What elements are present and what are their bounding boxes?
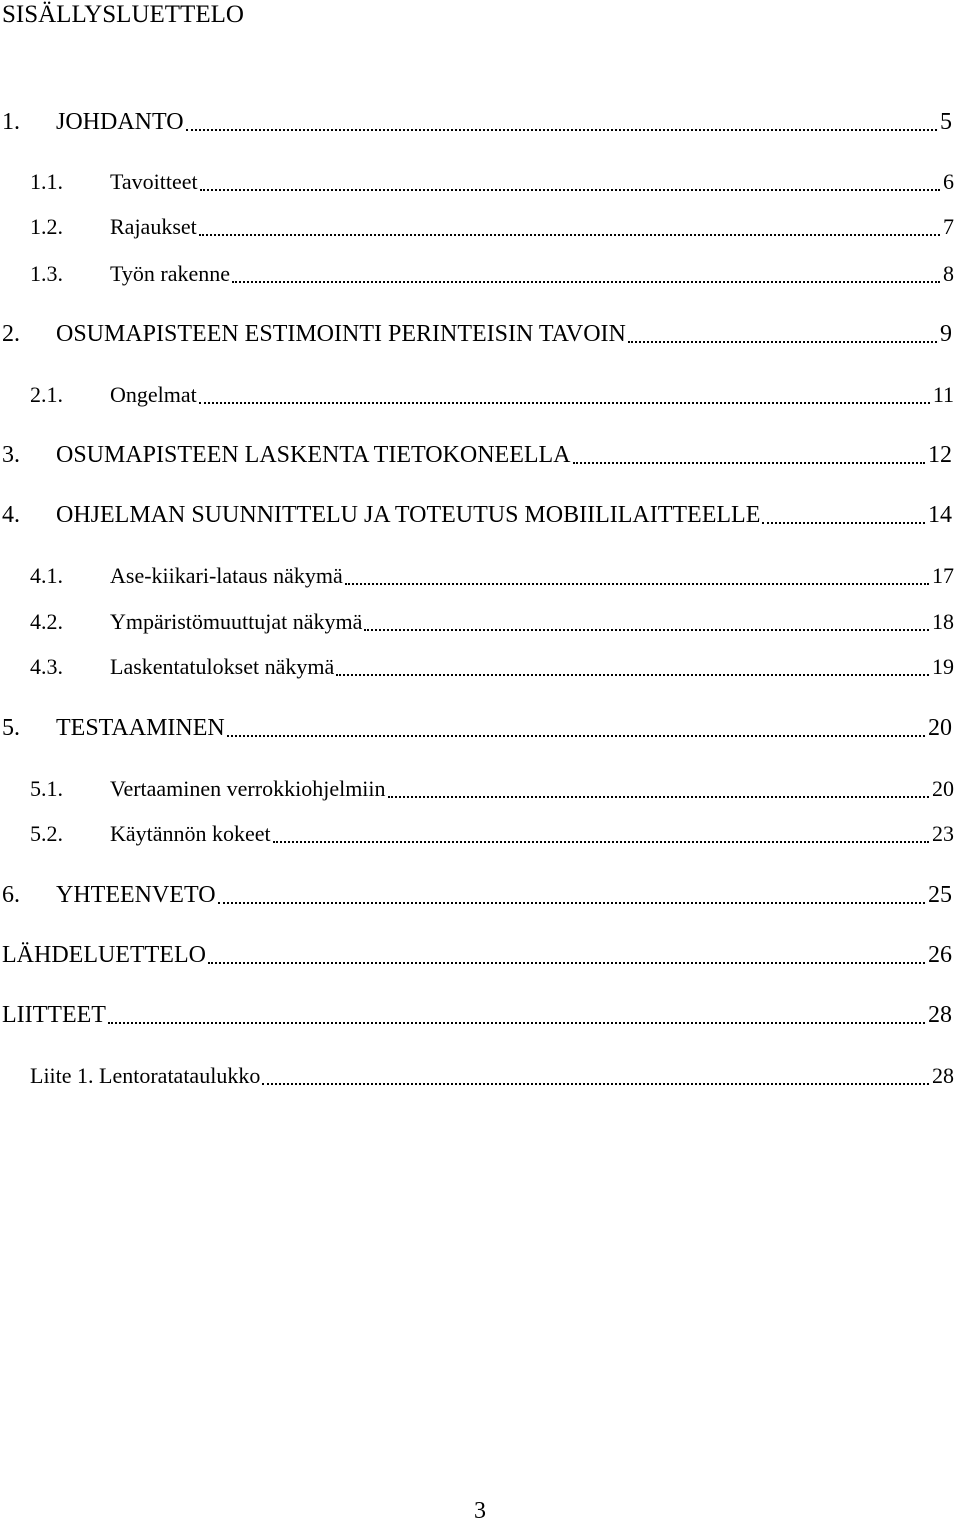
section-title: OSUMAPISTEEN LASKENTA TIETOKONEELLA (56, 442, 571, 468)
dot-leader (227, 735, 925, 737)
dot-leader (199, 402, 930, 404)
section-page: 11 (932, 382, 954, 407)
section-title: LIITTEET (2, 1002, 106, 1028)
section-page: 5 (940, 109, 952, 135)
section-number: 5.2. (30, 821, 63, 846)
section-number: 2.1. (30, 382, 63, 407)
section-title: JOHDANTO (56, 109, 184, 135)
dot-leader (108, 1022, 925, 1024)
toc-entry-yhteenveto[interactable] (2, 879, 952, 911)
page-number: 3 (474, 1498, 486, 1524)
section-page: 8 (943, 261, 954, 286)
dot-leader (199, 234, 940, 236)
toc-entry-lahdeluettelo[interactable] (2, 939, 952, 971)
toc-entry-ongelmat[interactable] (30, 379, 954, 411)
section-page: 14 (928, 502, 952, 528)
section-page: 25 (928, 882, 952, 908)
dot-leader (262, 1083, 929, 1085)
toc-entry-osumapisteen-estimointi[interactable] (2, 318, 952, 350)
toc-entry-ohjelman-suunnittelu[interactable] (2, 499, 952, 531)
section-page: 12 (928, 442, 952, 468)
toc-title: SISÄLLYSLUETTELO (2, 1, 244, 28)
dot-leader (762, 522, 925, 524)
toc-entry-vertaaminen[interactable] (30, 773, 954, 805)
section-number: 1.3. (30, 261, 63, 286)
dot-leader (364, 629, 929, 631)
dot-leader (573, 462, 926, 464)
toc-entry-osumapisteen-laskenta[interactable] (2, 439, 952, 471)
dot-leader (232, 281, 940, 283)
section-title: Vertaaminen verrokkiohjelmiin (110, 776, 386, 801)
section-title: OSUMAPISTEEN ESTIMOINTI PERINTEISIN TAVOIN (56, 321, 626, 347)
dot-leader (345, 583, 929, 585)
section-title: TESTAAMINEN (56, 715, 225, 741)
section-number: 5. (2, 715, 20, 741)
section-page: 19 (932, 654, 954, 679)
section-number: 3. (2, 442, 20, 468)
section-page: 20 (928, 715, 952, 741)
dot-leader (208, 962, 925, 964)
toc-entry-johdanto[interactable] (2, 106, 952, 138)
section-number: 6. (2, 882, 20, 908)
section-page: 23 (932, 821, 954, 846)
section-title: OHJELMAN SUUNNITTELU JA TOTEUTUS MOBIILILAITTEELLE (56, 502, 761, 528)
dot-leader (336, 674, 929, 676)
toc-entry-tyon-rakenne[interactable] (30, 258, 954, 290)
dot-leader (186, 129, 937, 131)
section-number: 1. (2, 109, 20, 135)
toc-entry-liitteet[interactable] (2, 999, 952, 1031)
toc-entry-ase-kiikari-lataus[interactable] (30, 560, 954, 592)
section-page: 26 (928, 942, 952, 968)
dot-leader (628, 341, 937, 343)
section-number: 4.2. (30, 609, 63, 634)
section-title: Laskentatulokset näkymä (110, 654, 335, 679)
section-title: Liite 1. Lentoratataulukko (30, 1063, 261, 1088)
section-title: Rajaukset (110, 214, 197, 239)
section-page: 7 (943, 214, 954, 239)
section-title: YHTEENVETO (56, 882, 216, 908)
dot-leader (200, 189, 940, 191)
toc-entry-rajaukset[interactable] (30, 211, 954, 243)
section-title: Ympäristömuuttujat näkymä (110, 609, 363, 634)
toc-entry-kaytannon-kokeet[interactable] (30, 818, 954, 850)
section-page: 9 (940, 321, 952, 347)
section-number: 4.3. (30, 654, 63, 679)
section-number: 1.2. (30, 214, 63, 239)
section-page: 20 (932, 776, 954, 801)
toc-entry-testaaminen[interactable] (2, 712, 952, 744)
section-title: LÄHDELUETTELO (2, 942, 206, 968)
section-page: 18 (932, 609, 954, 634)
section-title: Ase-kiikari-lataus näkymä (110, 563, 343, 588)
section-page: 17 (932, 563, 954, 588)
section-page: 28 (932, 1063, 954, 1088)
section-title: Tavoitteet (110, 169, 198, 194)
toc-entry-tavoitteet[interactable] (30, 166, 954, 198)
toc-entry-liite-1[interactable] (30, 1060, 954, 1092)
section-title: Ongelmat (110, 382, 197, 407)
dot-leader (388, 796, 929, 798)
dot-leader (273, 841, 929, 843)
section-number: 4.1. (30, 563, 63, 588)
section-title: Työn rakenne (110, 261, 231, 286)
section-number: 1.1. (30, 169, 63, 194)
toc-entry-laskentatulokset[interactable] (30, 651, 954, 683)
section-number: 5.1. (30, 776, 63, 801)
section-page: 6 (943, 169, 954, 194)
section-number: 2. (2, 321, 20, 347)
dot-leader (218, 902, 925, 904)
section-title: Käytännön kokeet (110, 821, 271, 846)
section-page: 28 (928, 1002, 952, 1028)
toc-entry-ymparistomuuttujat[interactable] (30, 606, 954, 638)
section-number: 4. (2, 502, 20, 528)
